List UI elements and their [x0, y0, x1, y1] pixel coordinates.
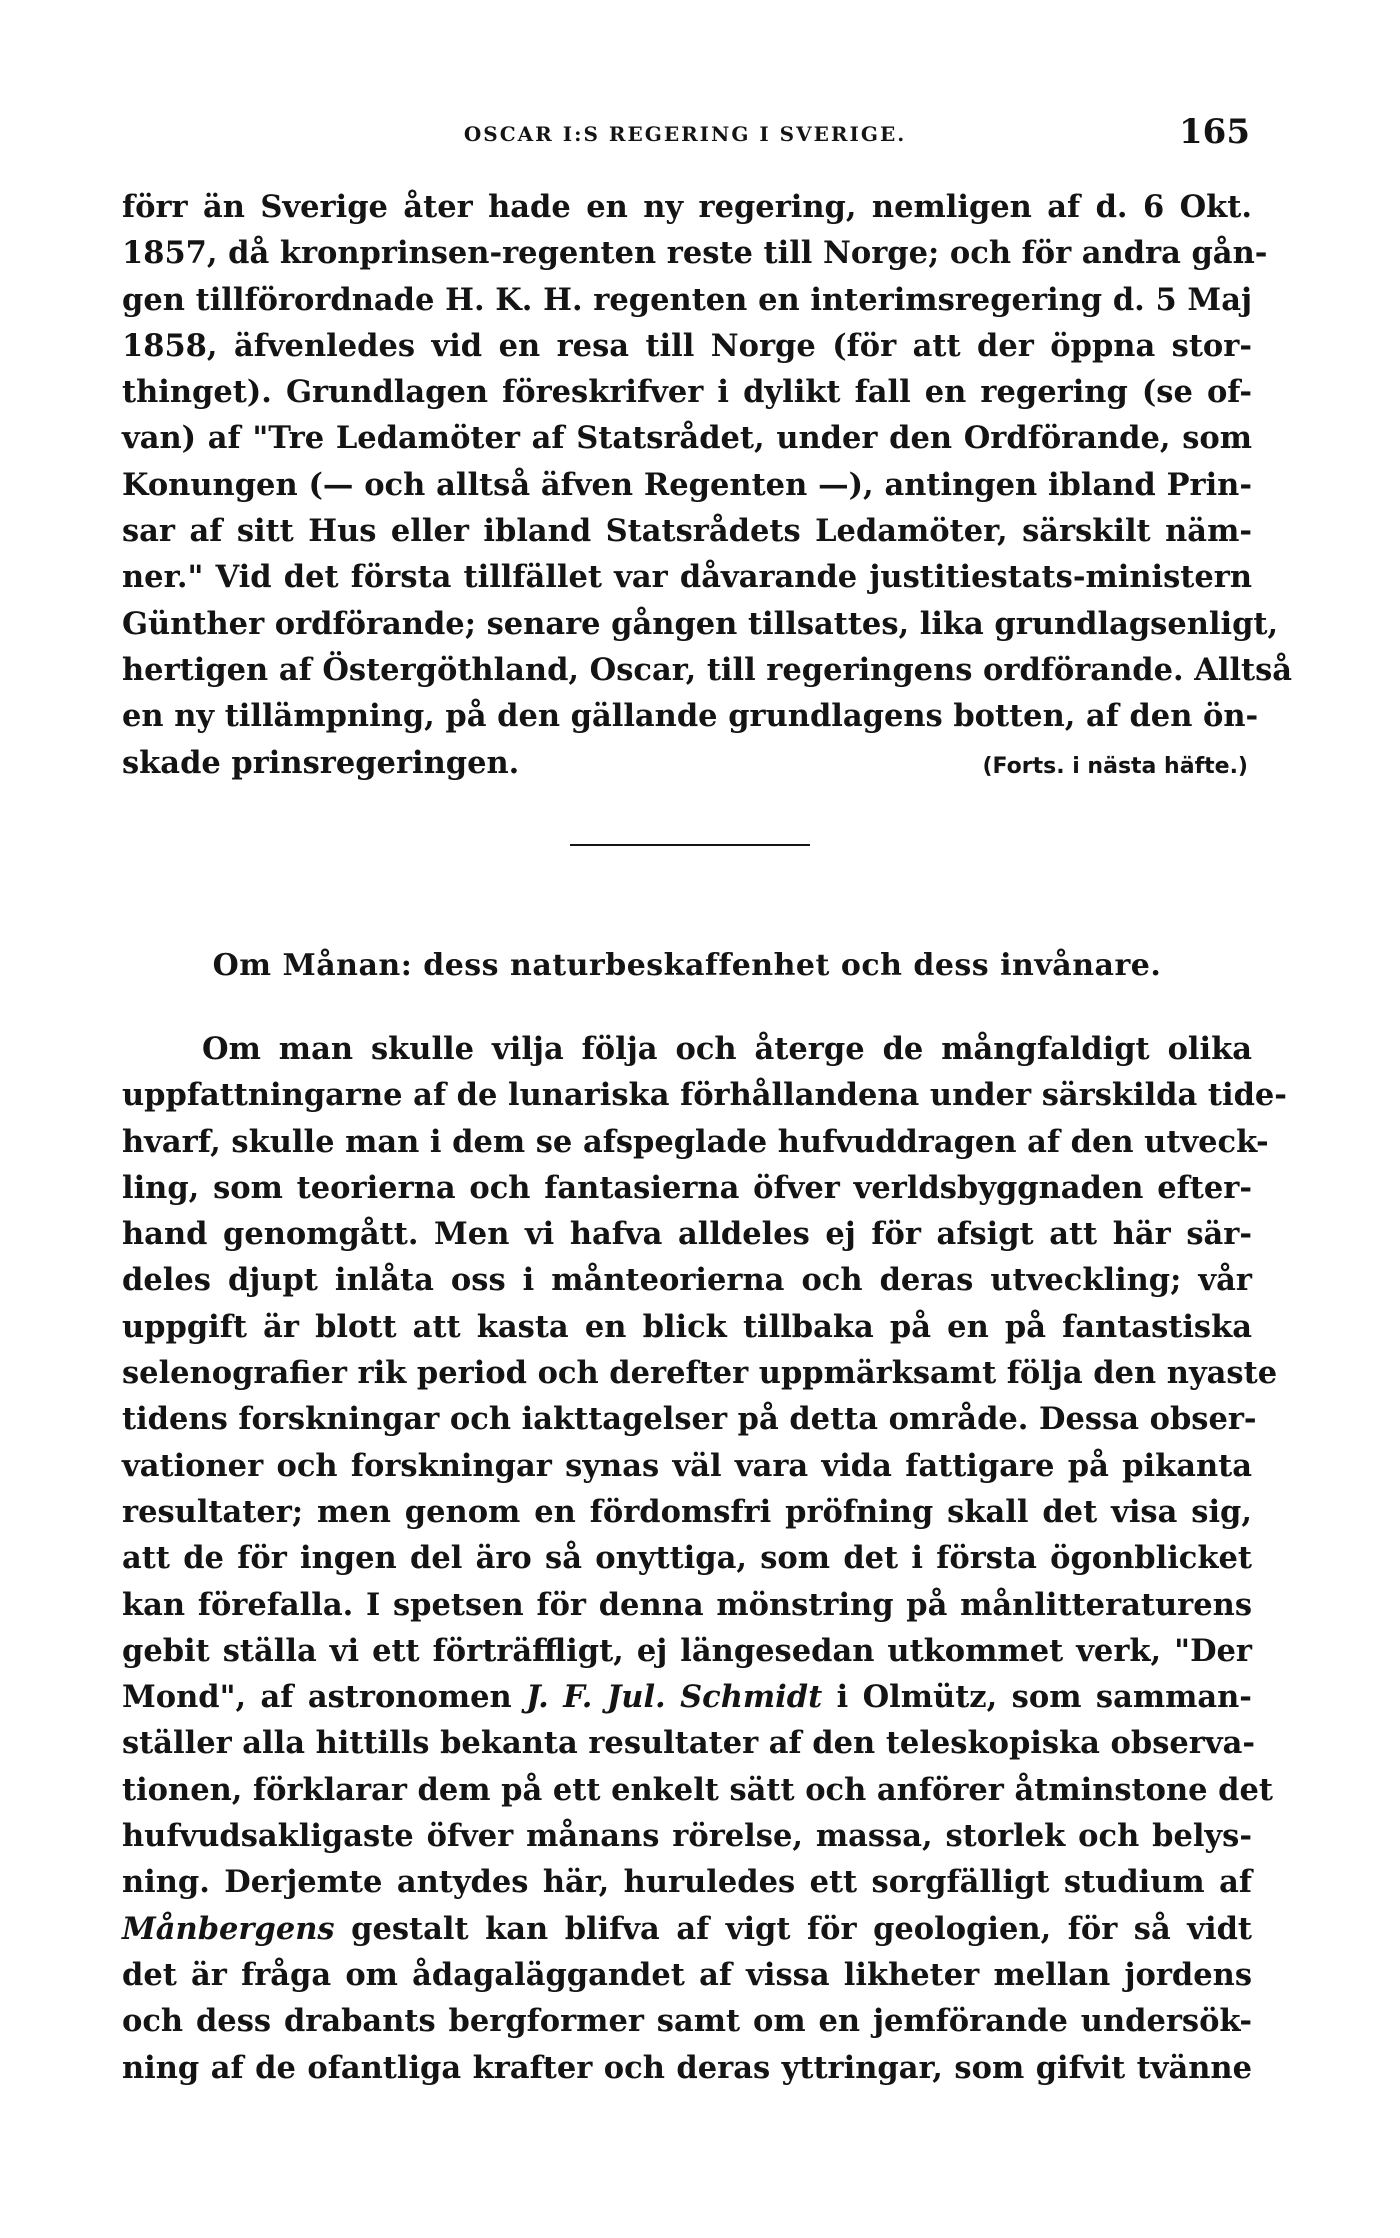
- text-fragment: i Olmütz, som samman-: [822, 1679, 1252, 1716]
- text-line: deles djupt inlåta oss i månteorierna och deras utveckling; vår: [122, 1262, 1252, 1299]
- italic-term: Månbergens: [122, 1910, 335, 1947]
- text-line: sar af sitt Hus eller ibland Statsrådets Ledamöter, särskilt näm-: [122, 513, 1252, 550]
- continuation-note: (Forts. i nästa häfte.): [982, 753, 1248, 779]
- text-fragment: gestalt kan blifva af vigt för geologien, för så vidt: [334, 1910, 1252, 1947]
- text-line: Om man skulle vilja följa och återge de mångfaldigt olika: [202, 1031, 1252, 1067]
- article-title: Om Månan: dess naturbeskaffenhet och dess invånare.: [212, 948, 1162, 983]
- text-line: ner." Vid det första tillfället var dåvarande justitiestats-ministern: [122, 559, 1252, 596]
- article-body: [122, 1026, 1287, 2091]
- text-line: kan förefalla. I spetsen för denna mönstring på månlitteraturens: [122, 1586, 1252, 1623]
- text-line: ställer alla hittills bekanta resultater af den teleskopiska observa-: [122, 1725, 1256, 1762]
- text-line: vationer och forskningar synas väl vara vida fattigare på pikanta: [122, 1447, 1252, 1484]
- text-line: van) af "Tre Ledamöter af Statsrådet, under den Ordförande, som: [122, 420, 1252, 457]
- text-line: att de för ingen del äro så onyttiga, som det i första ögonblicket: [122, 1540, 1252, 1577]
- text-line: hvarf, skulle man i dem se afspeglade hufvuddragen af den utveck-: [122, 1123, 1269, 1160]
- text-line: thinget). Grundlagen föreskrifver i dylikt fall en regering (se of-: [122, 374, 1252, 411]
- text-line-end: skade prinsregeringen.: [122, 744, 520, 781]
- text-line: Konungen (— och alltså äfven Regenten —), antingen ibland Prin-: [122, 466, 1252, 503]
- text-fragment: Mond", af astronomen: [122, 1679, 527, 1716]
- text-line: 1858, äfvenledes vid en resa till Norge (för att der öppna stor-: [122, 327, 1252, 364]
- text-line: resultater; men genom en fördomsfri pröfning skall det visa sig,: [122, 1493, 1252, 1530]
- text-line: uppfattningarne af de lunariska förhållandena under särskilda tide-: [122, 1077, 1287, 1114]
- page-number: 165: [1179, 112, 1250, 152]
- text-line: uppgift är blott att kasta en blick tillbaka på en på fantastiska: [122, 1308, 1252, 1345]
- text-line: och dess drabants bergformer samt om en jemförande undersök-: [122, 2003, 1252, 2040]
- text-line: det är fråga om ådagaläggandet af vissa likheter mellan jordens: [122, 1956, 1252, 1993]
- text-line: ling, som teorierna och fantasierna öfver verldsbyggnaden efter-: [122, 1169, 1252, 1206]
- text-line: hertigen af Östergöthland, Oscar, till regeringens ordförande. Alltså: [122, 651, 1293, 688]
- author-name: J. F. Jul. Schmidt: [526, 1679, 823, 1716]
- running-head: [120, 112, 1250, 152]
- text-line: en ny tillämpning, på den gällande grundlagens botten, af den ön-: [122, 698, 1259, 735]
- text-line: ning. Derjemte antydes här, huruledes ett sorgfälligt studium af: [122, 1864, 1252, 1901]
- text-line: tionen, förklarar dem på ett enkelt sätt och anförer åtminstone det: [122, 1771, 1273, 1808]
- section-divider: [570, 844, 810, 846]
- continued-section: [122, 184, 1293, 786]
- last-line: [122, 740, 1252, 786]
- text-line: 1857, då kronprinsen-regenten reste till Norge; och för andra gån-: [122, 235, 1268, 272]
- text-line: hufvudsakligaste öfver månans rörelse, massa, storlek och belys-: [122, 1818, 1252, 1855]
- text-line-author: [122, 1674, 1252, 1720]
- text-line: förr än Sverige åter hade en ny regering, nemligen af d. 6 Okt.: [122, 189, 1252, 225]
- text-line: gebit ställa vi ett förträffligt, ej längesedan utkommet verk, "Der: [122, 1632, 1252, 1669]
- text-line: gen tillförordnade H. K. H. regenten en interimsregering d. 5 Maj: [122, 281, 1252, 318]
- text-line: Günther ordförande; senare gången tillsattes, lika grundlagsenligt,: [122, 605, 1279, 642]
- text-line: selenografier rik period och derefter uppmärksamt följa den nyaste: [122, 1355, 1278, 1392]
- text-line: ning af de ofantliga krafter och deras yttringar, som gifvit tvänne: [122, 2049, 1252, 2086]
- text-line: hand genomgått. Men vi hafva alldeles ej för afsigt att här sär-: [122, 1216, 1252, 1253]
- text-line: tidens forskningar och iakttagelser på detta område. Dessa obser-: [122, 1401, 1257, 1438]
- text-line-manbergens: [122, 1906, 1252, 1952]
- running-title: OSCAR I:S REGERING I SVERIGE.: [463, 122, 907, 146]
